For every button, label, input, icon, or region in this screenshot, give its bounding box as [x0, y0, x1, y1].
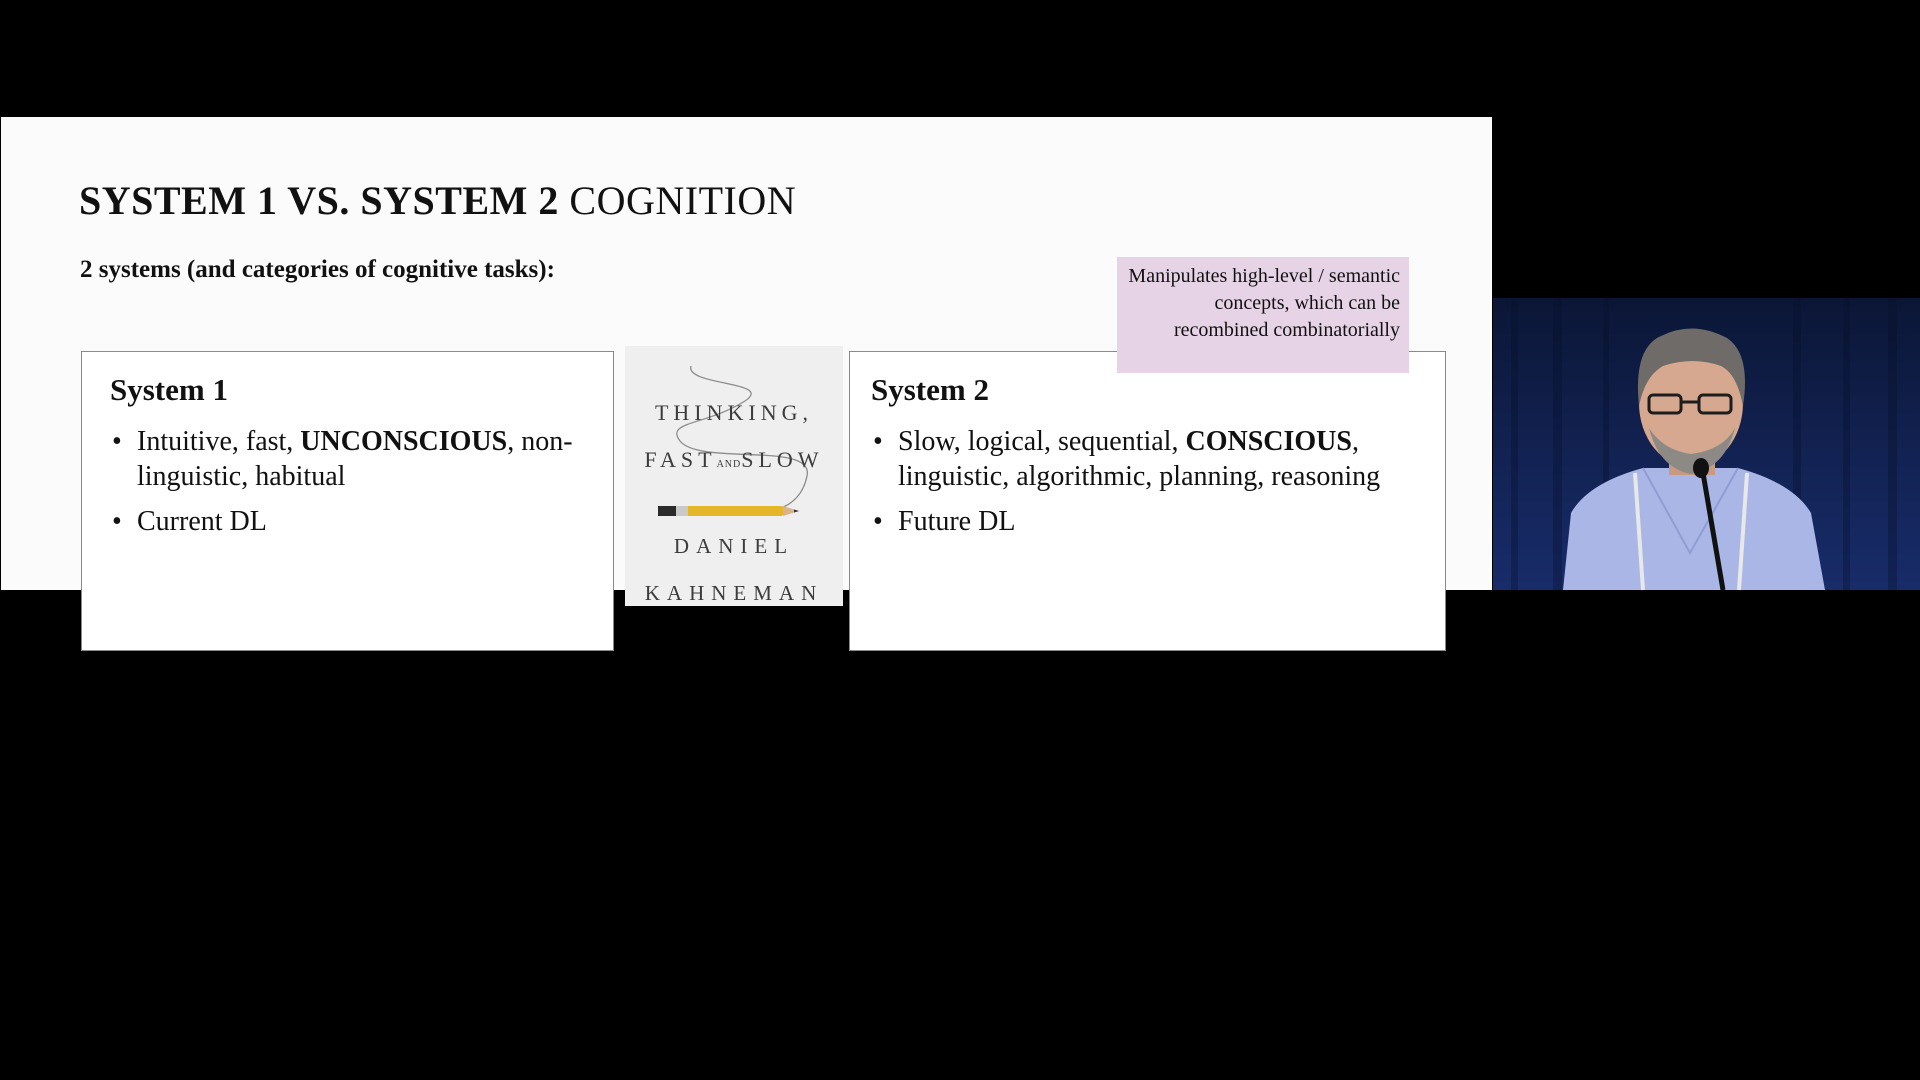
bullet-text: Slow, logical, sequential, [898, 426, 1186, 457]
bullet-text: Current DL [137, 506, 267, 537]
slide-subtitle: 2 systems (and categories of cognitive tasks): [80, 256, 555, 283]
bullet-glyph: • [873, 426, 883, 457]
microphone-icon [1693, 458, 1709, 478]
speaker-video-frame [1493, 298, 1920, 590]
pencil-scribble-icon [625, 346, 843, 606]
presentation-slide [1, 117, 1492, 605]
system1-box [81, 351, 614, 651]
bullet-glyph: • [112, 506, 122, 537]
list-item [110, 424, 590, 494]
speaker-video [1493, 298, 1920, 590]
system2-heading: System 2 [871, 372, 989, 407]
bullet-text: Intuitive, fast, [137, 426, 301, 457]
book-author-line2: KAHNEMAN [644, 581, 824, 605]
book-author-line1: DANIEL [673, 534, 795, 558]
bullet-glyph: • [112, 426, 122, 457]
bullet-text: , non-linguistic, habitual [137, 426, 573, 492]
book-title-line1: THINKING, [654, 400, 814, 425]
list-item [871, 424, 1441, 494]
book-cover-image [625, 346, 843, 606]
book-title-fast: FAST [644, 447, 717, 472]
bullet-glyph: • [873, 506, 883, 537]
slide-title-normal: COGNITION [569, 178, 797, 223]
list-item [110, 504, 590, 539]
book-title-slow: SLOW [741, 447, 824, 472]
annotation-note: Manipulates high-level / semantic concepts, which can be recombined combinatorially [1117, 257, 1409, 373]
list-item [871, 504, 1441, 539]
book-title-and: AND [716, 459, 742, 470]
bullet-emphasis: UNCONSCIOUS [300, 426, 508, 457]
system1-bullets [110, 424, 590, 549]
book-title-line2 [625, 447, 843, 473]
slide-title-bold: SYSTEM 1 VS. SYSTEM 2 [79, 178, 559, 223]
system2-box [849, 351, 1446, 651]
bullet-emphasis: CONSCIOUS [1185, 426, 1352, 457]
system2-bullets [871, 424, 1441, 549]
bullet-text: , linguistic, algorithmic, planning, reasoning [898, 426, 1381, 492]
system1-heading: System 1 [110, 372, 228, 407]
bullet-text: Future DL [898, 506, 1016, 537]
slide-title [79, 177, 796, 224]
